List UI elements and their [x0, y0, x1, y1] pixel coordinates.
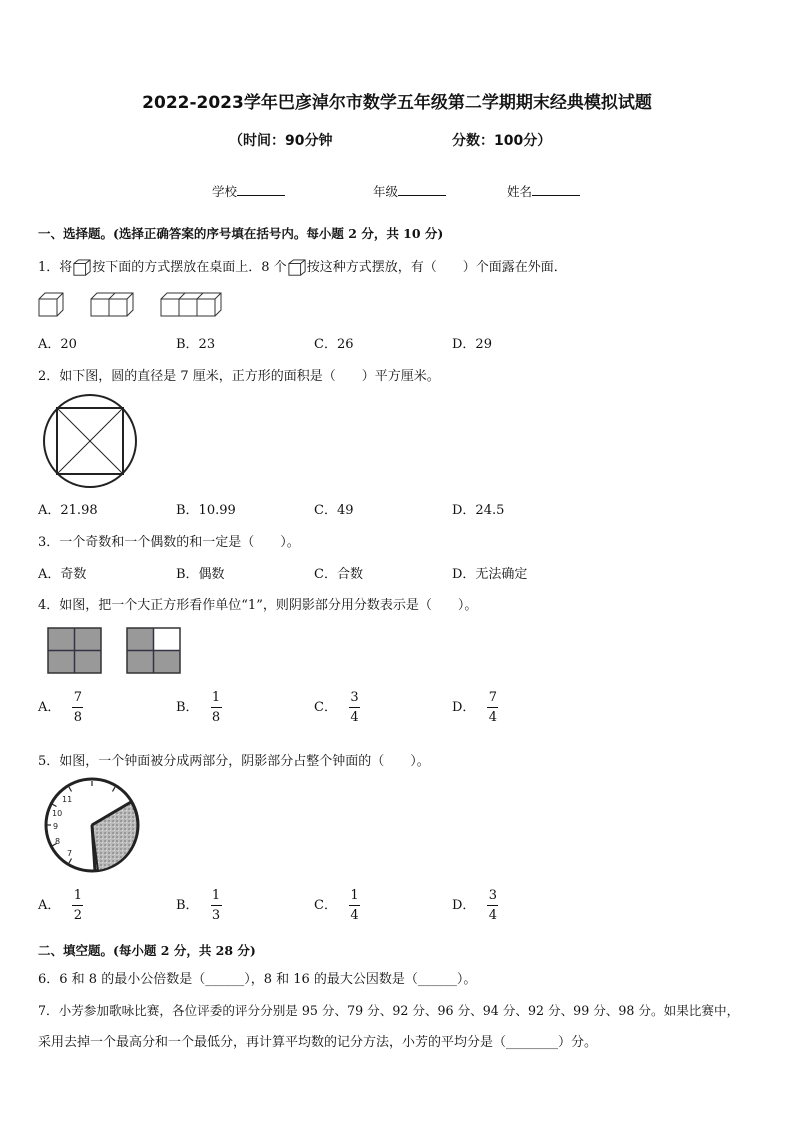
- name-blank[interactable]: [532, 183, 580, 196]
- exam-time: （时间：90分钟: [229, 133, 333, 149]
- numerator: 7: [73, 690, 83, 705]
- q5-option-d-letter: D．: [452, 898, 476, 913]
- denominator: 2: [73, 908, 83, 923]
- q3-option-d[interactable]: D．无法确定: [452, 567, 528, 582]
- q4-option-d[interactable]: [452, 691, 498, 724]
- three-quarter-shaded-square: [127, 628, 180, 673]
- exam-score: 分数：100分）: [452, 133, 552, 149]
- clock-number-7: 7: [67, 849, 73, 858]
- numerator: 1: [211, 690, 221, 705]
- question-3: 3．一个奇数和一个偶数的和一定是（ ）。: [38, 535, 300, 550]
- clock-number-8: 8: [55, 837, 61, 846]
- q1-option-b[interactable]: B．23: [176, 337, 216, 352]
- denominator: 4: [488, 908, 498, 923]
- q1-text-part3: 按这种方式摆放，有（ ）个面露在外面．: [306, 260, 567, 275]
- q4-option-d-fraction: [487, 691, 498, 724]
- question-6: 6．6 和 8 的最小公倍数是（______），8 和 16 的最大公因数是（______）。: [38, 972, 477, 987]
- q5-option-b-letter: B．: [176, 898, 199, 913]
- numerator: 3: [488, 888, 498, 903]
- denominator: 4: [350, 710, 359, 725]
- one-cube-figure: [39, 293, 63, 316]
- question-2: 2．如下图，圆的直径是 7 厘米，正方形的面积是（ ）平方厘米。: [38, 369, 440, 384]
- q5-option-a-fraction: [72, 889, 83, 922]
- cube-icon: [288, 259, 306, 277]
- denominator: 4: [488, 710, 498, 725]
- question-7-line-1: 7．小芳参加歌咏比赛，各位评委的评分分别是 95 分、79 分、92 分、96 分、94 分、92 分、99 分、98 分。如果比赛中，: [38, 1003, 740, 1018]
- denominator: 4: [350, 908, 359, 923]
- clock-number-11: 11: [62, 795, 73, 804]
- q1-text-part1: 1．将: [38, 260, 73, 275]
- q5-option-c-fraction: [349, 889, 360, 922]
- full-shaded-square: [48, 628, 101, 673]
- q4-option-b-letter: B．: [176, 700, 199, 715]
- q4-option-b[interactable]: [176, 691, 222, 724]
- q2-option-b[interactable]: B．10.99: [176, 503, 236, 518]
- numerator: 3: [350, 690, 359, 705]
- q2-circle-square-figure: [40, 393, 140, 489]
- question-5: 5．如图，一个钟面被分成两部分，阴影部分占整个钟面的（ ）。: [38, 754, 430, 769]
- question-4: 4．如图，把一个大正方形看作单位“1”，则阴影部分用分数表示是（ ）。: [38, 598, 478, 613]
- q4-option-a[interactable]: [38, 691, 83, 724]
- denominator: 3: [211, 908, 221, 923]
- q5-option-c-letter: C．: [314, 898, 337, 913]
- q4-option-c-letter: C．: [314, 700, 337, 715]
- q2-option-a[interactable]: A．21.98: [38, 503, 98, 518]
- grade-field[interactable]: [373, 182, 446, 200]
- clock-number-10: 10: [52, 809, 63, 818]
- q5-option-d-fraction: [487, 889, 498, 922]
- q3-option-c[interactable]: C．合数: [314, 567, 363, 582]
- q4-option-b-fraction: [211, 691, 222, 724]
- q5-option-b-fraction: [211, 889, 222, 922]
- grade-label: 年级: [373, 184, 399, 199]
- q4-option-c[interactable]: [314, 691, 360, 724]
- question-7-line-2: 采用去掉一个最高分和一个最低分，再计算平均数的记分方法，小芳的平均分是（________）分。: [38, 1035, 598, 1050]
- q4-shaded-squares-figure: [47, 627, 182, 675]
- school-field[interactable]: [212, 182, 285, 200]
- q5-option-c[interactable]: [314, 889, 360, 922]
- numerator: 1: [73, 888, 83, 903]
- q3-option-a[interactable]: A．奇数: [38, 567, 87, 582]
- school-label: 学校: [212, 184, 238, 199]
- q4-option-a-letter: A．: [38, 700, 61, 715]
- two-cubes-figure: [91, 293, 133, 316]
- numerator: 1: [211, 888, 221, 903]
- section-2-heading: 二、填空题。(每小题 2 分，共 28 分): [38, 943, 256, 958]
- q1-option-a[interactable]: A．20: [38, 337, 77, 352]
- denominator: 8: [73, 710, 83, 725]
- section-1-heading: 一、选择题。(选择正确答案的序号填在括号内。每小题 2 分，共 10 分): [38, 226, 444, 241]
- q4-option-a-fraction: [72, 691, 83, 724]
- name-label: 姓名: [507, 184, 533, 199]
- q5-option-a[interactable]: [38, 889, 83, 922]
- denominator: 8: [211, 710, 221, 725]
- q2-option-c[interactable]: C．49: [314, 503, 354, 518]
- q1-option-c[interactable]: C．26: [314, 337, 354, 352]
- q5-clock-face-figure: [40, 776, 144, 874]
- grade-blank[interactable]: [398, 183, 446, 196]
- clock-number-9: 9: [53, 822, 59, 831]
- numerator: 7: [488, 690, 498, 705]
- cube-icon: [73, 259, 91, 277]
- exam-title: 2022-2023学年巴彦淖尔市数学五年级第二学期期末经典模拟试题: [142, 93, 652, 113]
- q5-option-d[interactable]: [452, 889, 498, 922]
- school-blank[interactable]: [237, 183, 285, 196]
- numerator: 1: [350, 888, 359, 903]
- q5-option-a-letter: A．: [38, 898, 61, 913]
- q1-text-part2: 按下面的方式摆放在桌面上．8 个: [92, 260, 287, 275]
- q4-option-c-fraction: [349, 691, 360, 724]
- q1-cube-arrangement-figure: [38, 292, 228, 318]
- q3-option-b[interactable]: B．偶数: [176, 567, 225, 582]
- name-field[interactable]: [507, 182, 580, 200]
- three-cubes-figure: [161, 293, 221, 316]
- q5-option-b[interactable]: [176, 889, 222, 922]
- q1-option-d[interactable]: D．29: [452, 337, 492, 352]
- question-1: [38, 256, 567, 277]
- q2-option-d[interactable]: D．24.5: [452, 503, 505, 518]
- q4-option-d-letter: D．: [452, 700, 476, 715]
